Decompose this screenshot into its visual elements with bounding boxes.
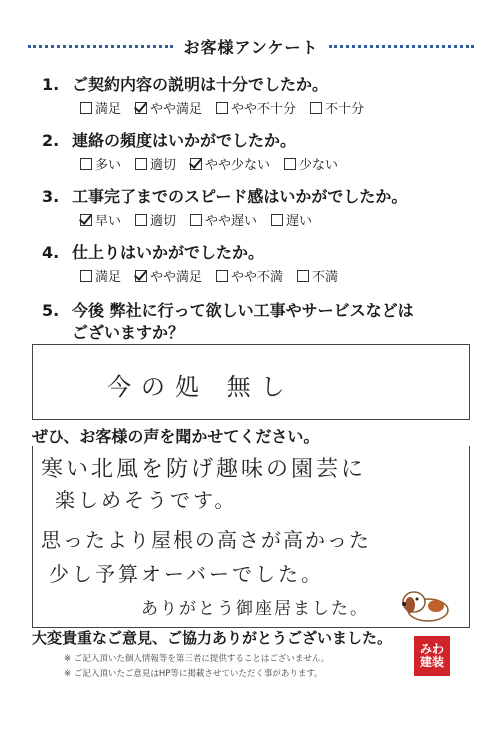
q4-option-1[interactable]	[80, 266, 121, 285]
question-4	[42, 240, 264, 263]
question-1	[42, 72, 328, 95]
question-5-text: 今後 弊社に行って欲しい工事やサービスなどは	[72, 301, 414, 320]
q1-option-4[interactable]	[310, 98, 364, 117]
checkbox[interactable]	[284, 158, 296, 170]
q2-option-3-label: やや少ない	[205, 158, 271, 173]
q1-option-1[interactable]	[80, 98, 121, 117]
checkbox[interactable]	[216, 102, 228, 114]
q5-answer-box[interactable]	[32, 344, 470, 420]
q3-option-1-label: 早い	[95, 214, 122, 229]
q3-option-3-label: やや遅い	[205, 214, 258, 229]
q1-option-3[interactable]	[216, 98, 296, 117]
question-4-number: 4.	[42, 243, 60, 262]
question-3-options	[80, 210, 312, 229]
voice-line-1: 寒い北風を防げ趣味の園芸に	[41, 457, 367, 482]
q2-option-2[interactable]	[135, 154, 176, 173]
logo-line-2: 建装	[419, 655, 444, 669]
q4-option-3[interactable]	[216, 266, 283, 285]
q4-option-4[interactable]	[297, 266, 338, 285]
q2-option-4-label: 少ない	[299, 158, 339, 173]
checkbox[interactable]	[297, 270, 309, 282]
checkbox[interactable]	[135, 214, 147, 226]
q3-option-1[interactable]	[80, 210, 121, 229]
q1-option-3-label: やや不十分	[231, 102, 297, 117]
header-dots-right	[329, 45, 474, 48]
company-logo	[414, 636, 450, 676]
checkbox[interactable]	[135, 158, 147, 170]
q2-option-4[interactable]	[284, 154, 338, 173]
question-2-text: 連絡の頻度はいかがでしたか。	[72, 131, 297, 150]
question-5	[42, 298, 414, 321]
checkbox-checked[interactable]	[190, 158, 202, 170]
q4-option-2-label: やや満足	[150, 270, 203, 285]
checkbox[interactable]	[80, 158, 92, 170]
checkbox[interactable]	[271, 214, 283, 226]
logo-line-1: みわ	[419, 641, 444, 656]
privacy-note: ※ ご記入頂いた個人情報等を第三者に提供することはございません。	[64, 654, 330, 664]
question-2	[42, 128, 296, 151]
header-dots-left	[28, 45, 173, 48]
q4-option-3-label: やや不満	[231, 270, 284, 285]
checkbox-checked[interactable]	[135, 102, 147, 114]
checkbox-checked[interactable]	[135, 270, 147, 282]
q4-option-2[interactable]	[135, 266, 202, 285]
question-2-number: 2.	[42, 131, 60, 150]
question-1-number: 1.	[42, 75, 60, 94]
question-4-text: 仕上りはいかがでしたか。	[72, 243, 265, 262]
q2-option-1[interactable]	[80, 154, 121, 173]
voice-line-4: 少し予算オーバーでした。	[49, 562, 324, 586]
q2-option-2-label: 適切	[150, 158, 177, 173]
q4-option-1-label: 満足	[95, 270, 122, 285]
voice-line-5: ありがとう御座居ました。	[141, 599, 369, 619]
question-4-options	[80, 266, 338, 285]
question-3-text: 工事完了までのスピード感はいかがでしたか。	[72, 187, 408, 206]
voice-section-title: ぜひ、お客様の声を聞かせてください。	[32, 427, 320, 446]
checkbox[interactable]	[216, 270, 228, 282]
q1-option-2-label: やや満足	[150, 102, 203, 117]
q3-option-4[interactable]	[271, 210, 312, 229]
question-3	[42, 184, 407, 207]
publication-note: ※ ご記入頂いたご意見はHP等に掲載させていただく事があります。	[64, 669, 323, 679]
checkbox[interactable]	[310, 102, 322, 114]
checkbox-checked[interactable]	[80, 214, 92, 226]
checkbox[interactable]	[80, 102, 92, 114]
question-3-number: 3.	[42, 187, 60, 206]
survey-title: お客様アンケート	[183, 37, 319, 57]
q3-option-3[interactable]	[190, 210, 257, 229]
q1-option-4-label: 不十分	[325, 102, 365, 117]
question-1-text: ご契約内容の説明は十分でしたか。	[72, 75, 329, 94]
question-5-number: 5.	[42, 301, 60, 320]
q4-option-4-label: 不満	[312, 270, 339, 285]
survey-header	[28, 34, 474, 58]
thanks-message: 大変貴重なご意見、ご協力ありがとうございました。	[32, 629, 393, 647]
q3-option-2[interactable]	[135, 210, 176, 229]
q3-option-2-label: 適切	[150, 214, 177, 229]
voice-line-3: 思ったより屋根の高さが高かった	[41, 528, 371, 552]
q2-option-1-label: 多い	[95, 158, 122, 173]
q1-option-2[interactable]	[135, 98, 202, 117]
q2-option-3[interactable]	[190, 154, 270, 173]
question-2-options	[80, 154, 338, 173]
voice-line-2: 楽しめそうです。	[55, 488, 238, 512]
question-1-options	[80, 98, 364, 117]
q1-option-1-label: 満足	[95, 102, 122, 117]
checkbox[interactable]	[190, 214, 202, 226]
question-5-text-line2: ございますか？	[72, 323, 185, 342]
dog-illustration-icon	[396, 584, 452, 624]
q5-handwritten-answer: 今の処 無し	[107, 373, 295, 401]
checkbox[interactable]	[80, 270, 92, 282]
q3-option-4-label: 遅い	[286, 214, 313, 229]
